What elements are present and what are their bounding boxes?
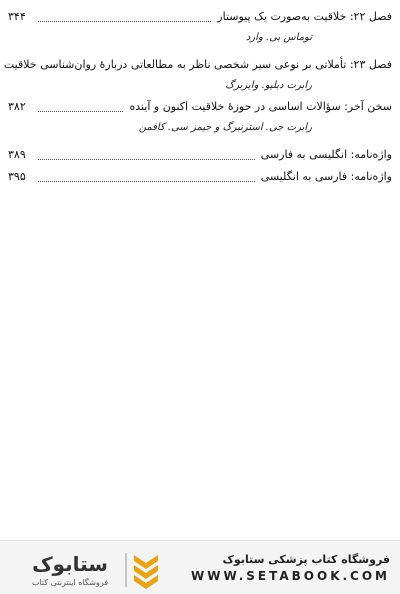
toc-entry-title: فصل ۲۳: تأملاتی بر نوعی سیر شخصی ناظر به مطالعاتی دربارهٔ روان‌شناسی خلاقیت bbox=[3, 58, 392, 71]
toc-entry-page: ۳۹۵ bbox=[8, 170, 26, 183]
toc-entry-author: رابرت جی. استرنبرگ و جیمز سی. کافمن bbox=[138, 122, 312, 133]
toc-row bbox=[8, 8, 392, 26]
dot-leader bbox=[38, 102, 123, 112]
toc-entry-page: ۳۸۲ bbox=[8, 100, 26, 113]
toc-row bbox=[3, 56, 392, 74]
toc-row bbox=[8, 168, 392, 186]
chevron-mark-icon bbox=[134, 555, 158, 589]
logo-wordmark: ستابوک bbox=[32, 552, 108, 576]
dot-leader bbox=[38, 172, 255, 182]
store-name: فروشگاه کتاب پزشکی ستابوک bbox=[222, 553, 390, 566]
toc-entry-title: فصل ۲۲: خلاقیت به‌صورت یک پیوستار bbox=[217, 10, 392, 23]
store-footer bbox=[0, 540, 400, 594]
dot-leader bbox=[38, 12, 211, 22]
logo-subtext: فروشگاه اینترنتی کتاب bbox=[31, 578, 109, 587]
store-url[interactable]: WWW.SETABOOK.COM bbox=[190, 569, 390, 583]
dot-leader bbox=[38, 150, 255, 160]
toc-entry-page: ۳۸۹ bbox=[8, 148, 26, 161]
toc-entry-title: سخن آخر: سؤالات اساسی در حوزهٔ خلاقیت اکنون و آینده bbox=[129, 100, 392, 113]
setabook-logo bbox=[14, 547, 164, 591]
toc-entry-author: توماس بی. وارد bbox=[245, 32, 312, 43]
toc-entry-title: واژه‌نامه: فارسی به انگلیسی bbox=[260, 170, 392, 183]
toc-entry-title: واژه‌نامه: انگلیسی به فارسی bbox=[260, 148, 392, 161]
toc-row bbox=[8, 98, 392, 116]
toc-row bbox=[8, 146, 392, 164]
toc-entry-page: ۳۴۴ bbox=[8, 10, 26, 23]
toc-entry-author: رابرت دبلیو. وایزبرگ bbox=[225, 80, 312, 91]
